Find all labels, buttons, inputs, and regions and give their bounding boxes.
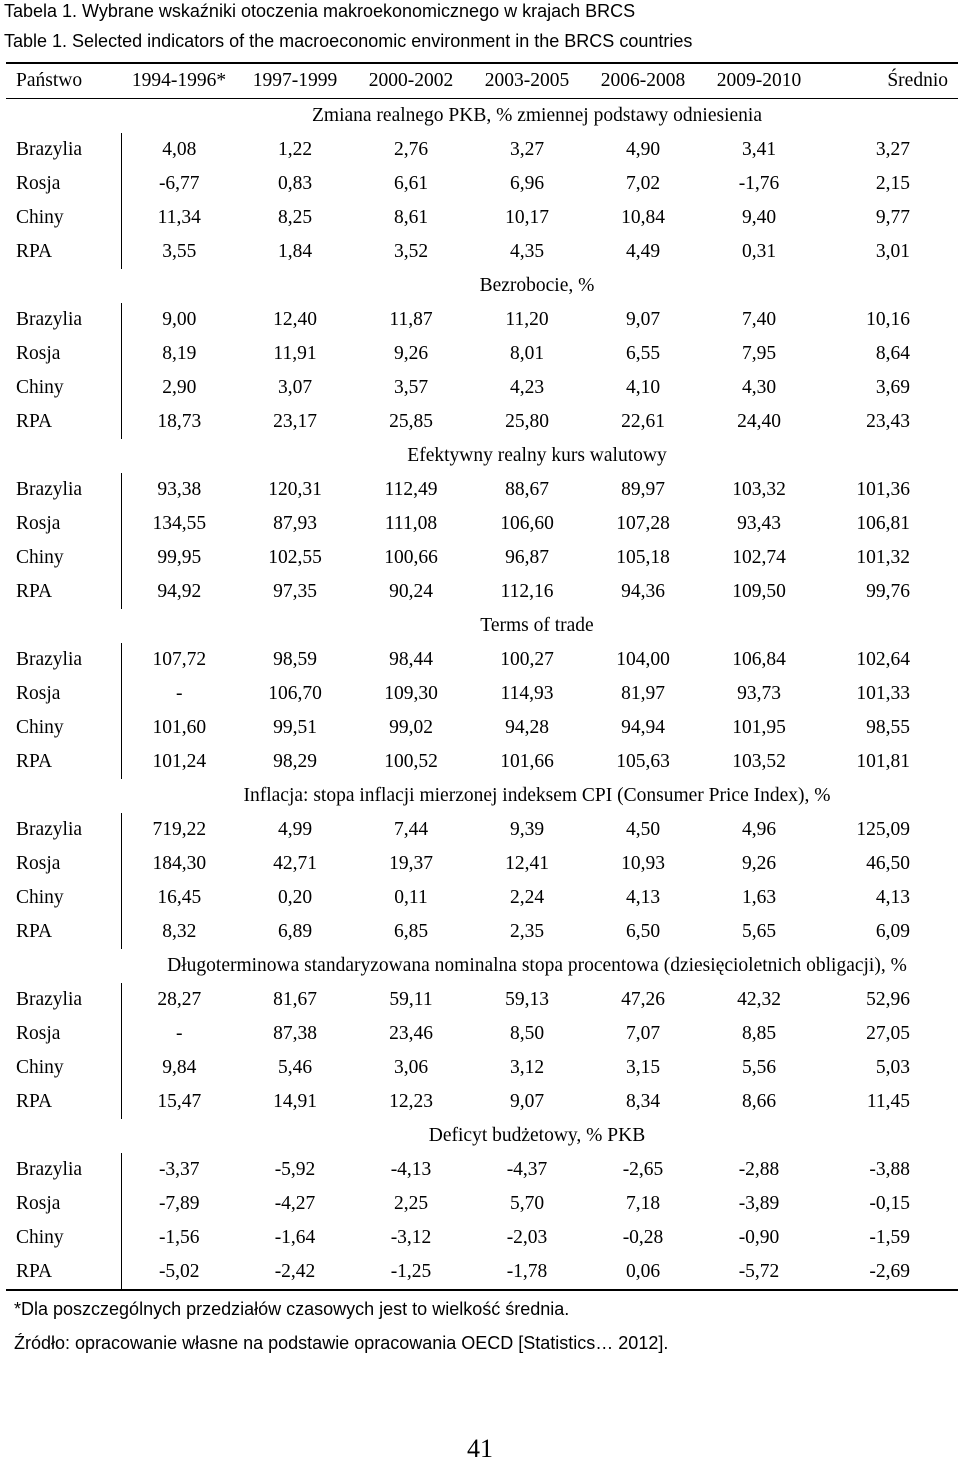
value-cell: 2,24	[509, 887, 545, 908]
country-name: Chiny	[6, 371, 121, 405]
country-name: Brazylia	[6, 303, 121, 337]
table-row	[6, 1187, 958, 1221]
value-cell: 7,07	[625, 1023, 661, 1044]
value-cell: 4,49	[625, 241, 661, 262]
country-name: Brazylia	[6, 1153, 121, 1187]
value-cell: 111,08	[384, 513, 438, 534]
average-cell: 11,45	[866, 1091, 910, 1112]
value-cell: 134,55	[152, 513, 207, 534]
value-cell: 184,30	[152, 853, 207, 874]
table-row	[6, 201, 958, 235]
value-cell: 42,32	[737, 989, 781, 1010]
section-title: Terms of trade	[480, 615, 594, 636]
section-title-row	[6, 609, 958, 643]
value-cell: 25,85	[389, 411, 433, 432]
value-cell: 8,19	[162, 343, 197, 364]
value-cell: -2,88	[738, 1159, 780, 1180]
value-cell: 101,95	[732, 717, 786, 738]
value-cell: 6,50	[625, 921, 661, 942]
table-row	[6, 167, 958, 201]
indicator-section	[6, 609, 958, 779]
average-cell: 2,15	[875, 173, 910, 194]
value-cell: 16,45	[157, 887, 202, 908]
value-cell: -4,13	[390, 1159, 432, 1180]
value-cell: 3,52	[393, 241, 429, 262]
value-cell: 0,20	[277, 887, 313, 908]
table-row	[6, 711, 958, 745]
country-name: Brazylia	[6, 133, 121, 167]
indicator-section	[6, 269, 958, 439]
value-cell: 11,87	[389, 309, 433, 330]
table-row	[6, 1085, 958, 1119]
average-cell: 101,36	[856, 479, 910, 500]
header-average: Średnio	[887, 70, 948, 91]
value-cell: 90,24	[389, 581, 433, 602]
value-cell: 8,32	[162, 921, 197, 942]
value-cell: -	[176, 683, 183, 704]
section-title: Efektywny realny kurs walutowy	[407, 445, 667, 466]
value-cell: 103,32	[732, 479, 786, 500]
value-cell: 6,96	[509, 173, 545, 194]
average-cell: -3,88	[869, 1159, 910, 1180]
value-cell: 96,87	[505, 547, 549, 568]
indicator-section	[6, 99, 958, 270]
average-cell: 6,09	[875, 921, 910, 942]
value-cell: 5,65	[741, 921, 777, 942]
value-cell: 93,43	[737, 513, 781, 534]
footnote: *Dla poszczególnych przedziałów czasowych jest to wielkość średnia.	[14, 1299, 570, 1319]
value-cell: -3,12	[390, 1227, 432, 1248]
value-cell: 102,74	[732, 547, 786, 568]
average-cell: 101,33	[856, 683, 910, 704]
table-row	[6, 677, 958, 711]
value-cell: 12,41	[505, 853, 549, 874]
source-note: Źródło: opracowanie własne na podstawie opracowania OECD [Statistics… 2012].	[14, 1333, 669, 1353]
value-cell: 22,61	[621, 411, 665, 432]
value-cell: 98,59	[273, 649, 317, 670]
average-cell: 46,50	[866, 853, 910, 874]
average-cell: 4,13	[875, 887, 910, 908]
table-row	[6, 507, 958, 541]
section-title-row	[6, 779, 958, 813]
value-cell: 23,46	[389, 1023, 433, 1044]
header-period: 2006-2008	[600, 70, 686, 91]
section-title: Bezrobocie, %	[479, 275, 595, 296]
section-title: Deficyt budżetowy, % PKB	[428, 1125, 646, 1146]
value-cell: 98,44	[389, 649, 433, 670]
value-cell: -4,37	[506, 1159, 548, 1180]
table-row	[6, 133, 958, 167]
average-cell: 99,76	[866, 581, 910, 602]
value-cell: 101,24	[152, 751, 207, 772]
value-cell: 6,85	[393, 921, 429, 942]
value-cell: -	[176, 1023, 183, 1044]
country-name: Rosja	[6, 847, 121, 881]
value-cell: 87,38	[273, 1023, 317, 1044]
value-cell: 98,29	[273, 751, 317, 772]
country-name: Chiny	[6, 541, 121, 575]
section-title-row	[6, 269, 958, 303]
value-cell: 7,44	[393, 819, 429, 840]
value-cell: -7,89	[158, 1193, 200, 1214]
value-cell: 81,97	[621, 683, 665, 704]
value-cell: -0,90	[738, 1227, 780, 1248]
value-cell: 103,52	[732, 751, 786, 772]
table-row	[6, 915, 958, 949]
value-cell: 93,38	[157, 479, 202, 500]
value-cell: 24,40	[737, 411, 781, 432]
value-cell: 1,22	[277, 139, 313, 160]
value-cell: 105,18	[616, 547, 670, 568]
table-row	[6, 881, 958, 915]
value-cell: 8,66	[741, 1091, 777, 1112]
value-cell: 719,22	[152, 819, 207, 840]
country-name: RPA	[6, 1085, 121, 1119]
value-cell: -2,65	[622, 1159, 664, 1180]
value-cell: -2,03	[506, 1227, 548, 1248]
table-row	[6, 1255, 958, 1290]
value-cell: 4,35	[509, 241, 545, 262]
value-cell: 4,10	[625, 377, 661, 398]
value-cell: 109,50	[732, 581, 786, 602]
value-cell: 106,84	[732, 649, 786, 670]
value-cell: 120,31	[268, 479, 322, 500]
value-cell: 8,34	[625, 1091, 661, 1112]
value-cell: 28,27	[157, 989, 202, 1010]
table-row	[6, 643, 958, 677]
value-cell: 2,35	[509, 921, 545, 942]
value-cell: 106,60	[500, 513, 554, 534]
value-cell: 94,28	[505, 717, 549, 738]
section-title-row	[6, 1119, 958, 1153]
country-name: RPA	[6, 915, 121, 949]
country-name: Chiny	[6, 1051, 121, 1085]
value-cell: 4,08	[162, 139, 197, 160]
value-cell: 97,35	[273, 581, 317, 602]
table-row	[6, 1221, 958, 1255]
header-period: 2003-2005	[484, 70, 570, 91]
value-cell: 8,50	[509, 1023, 545, 1044]
value-cell: 94,94	[621, 717, 665, 738]
value-cell: -1,78	[506, 1261, 548, 1282]
table-row	[6, 847, 958, 881]
table-row	[6, 303, 958, 337]
header-row	[6, 63, 958, 99]
value-cell: 81,67	[273, 989, 317, 1010]
header-period: 2000-2002	[368, 70, 454, 91]
header-period: 2009-2010	[716, 70, 802, 91]
average-cell: 3,01	[875, 241, 910, 262]
value-cell: 4,13	[625, 887, 661, 908]
value-cell: 4,90	[625, 139, 661, 160]
value-cell: 9,26	[393, 343, 429, 364]
table-row	[6, 745, 958, 779]
table-row	[6, 1051, 958, 1085]
average-cell: 3,69	[875, 377, 910, 398]
value-cell: -5,02	[158, 1261, 200, 1282]
value-cell: 11,34	[157, 207, 201, 228]
average-cell: 8,64	[875, 343, 910, 364]
value-cell: 8,25	[277, 207, 313, 228]
macroeconomic-indicators-table	[6, 62, 958, 1291]
value-cell: 99,51	[273, 717, 317, 738]
value-cell: 106,70	[268, 683, 322, 704]
country-name: RPA	[6, 575, 121, 609]
value-cell: 4,99	[277, 819, 313, 840]
value-cell: 12,40	[273, 309, 317, 330]
average-cell: 5,03	[875, 1057, 910, 1078]
value-cell: 7,18	[625, 1193, 661, 1214]
table-row	[6, 235, 958, 269]
header-country: Państwo	[16, 70, 83, 91]
value-cell: 99,02	[389, 717, 433, 738]
header-period: 1997-1999	[252, 70, 338, 91]
value-cell: 101,60	[152, 717, 207, 738]
value-cell: 7,40	[741, 309, 777, 330]
country-name: Chiny	[6, 1221, 121, 1255]
country-name: Rosja	[6, 1017, 121, 1051]
table-row	[6, 371, 958, 405]
value-cell: 93,73	[737, 683, 781, 704]
indicator-section	[6, 1119, 958, 1290]
average-cell: 9,77	[875, 207, 910, 228]
value-cell: -1,64	[274, 1227, 316, 1248]
table-row	[6, 813, 958, 847]
value-cell: 3,27	[509, 139, 545, 160]
section-title-row	[6, 439, 958, 473]
value-cell: 23,17	[273, 411, 317, 432]
value-cell: 11,91	[273, 343, 317, 364]
header-period: 1994-1996*	[131, 70, 227, 91]
value-cell: 3,41	[741, 139, 777, 160]
value-cell: 102,55	[268, 547, 322, 568]
value-cell: 2,25	[393, 1193, 429, 1214]
value-cell: 109,30	[384, 683, 438, 704]
value-cell: 7,02	[625, 173, 661, 194]
average-cell: -2,69	[869, 1261, 910, 1282]
table-row	[6, 1017, 958, 1051]
value-cell: 12,23	[389, 1091, 433, 1112]
value-cell: 99,95	[157, 547, 202, 568]
value-cell: 9,07	[509, 1091, 545, 1112]
average-cell: 101,32	[856, 547, 910, 568]
value-cell: 59,11	[389, 989, 433, 1010]
value-cell: 11,20	[505, 309, 549, 330]
value-cell: 0,83	[277, 173, 313, 194]
value-cell: 9,84	[162, 1057, 197, 1078]
value-cell: 1,63	[741, 887, 777, 908]
country-name: Chiny	[6, 881, 121, 915]
table-row	[6, 337, 958, 371]
value-cell: 6,61	[393, 173, 429, 194]
average-cell: -1,59	[869, 1227, 910, 1248]
value-cell: 7,95	[741, 343, 777, 364]
value-cell: 10,84	[621, 207, 665, 228]
value-cell: 0,11	[394, 887, 428, 908]
value-cell: 9,39	[509, 819, 545, 840]
table-row	[6, 1153, 958, 1187]
value-cell: 100,27	[500, 649, 554, 670]
average-cell: 27,05	[866, 1023, 910, 1044]
value-cell: 5,46	[277, 1057, 313, 1078]
country-name: RPA	[6, 235, 121, 269]
value-cell: 3,57	[393, 377, 429, 398]
value-cell: 2,90	[162, 377, 197, 398]
country-name: RPA	[6, 405, 121, 439]
value-cell: -0,28	[622, 1227, 664, 1248]
table-row	[6, 405, 958, 439]
average-cell: 106,81	[856, 513, 910, 534]
value-cell: 5,56	[741, 1057, 777, 1078]
table-row	[6, 575, 958, 609]
country-name: Brazylia	[6, 983, 121, 1017]
value-cell: 114,93	[500, 683, 554, 704]
country-name: Rosja	[6, 337, 121, 371]
value-cell: 18,73	[157, 411, 202, 432]
table-caption-english: Table 1. Selected indicators of the macroeconomic environment in the BRCS countries	[4, 31, 693, 51]
value-cell: 4,23	[509, 377, 545, 398]
page-number: 41	[467, 1434, 493, 1463]
value-cell: 3,06	[393, 1057, 429, 1078]
section-title-row	[6, 99, 958, 134]
value-cell: 3,55	[162, 241, 197, 262]
value-cell: -2,42	[274, 1261, 316, 1282]
average-cell: 3,27	[875, 139, 910, 160]
country-name: Brazylia	[6, 813, 121, 847]
average-cell: 98,55	[866, 717, 910, 738]
value-cell: 5,70	[509, 1193, 545, 1214]
value-cell: 1,84	[277, 241, 313, 262]
table-row	[6, 473, 958, 507]
value-cell: 107,72	[152, 649, 207, 670]
section-title-row	[6, 949, 958, 983]
value-cell: 100,52	[384, 751, 438, 772]
country-name: Chiny	[6, 711, 121, 745]
value-cell: 89,97	[621, 479, 665, 500]
value-cell: 9,26	[741, 853, 777, 874]
country-name: RPA	[6, 1255, 121, 1290]
value-cell: 6,89	[277, 921, 313, 942]
value-cell: 88,67	[505, 479, 549, 500]
section-title: Zmiana realnego PKB, % zmiennej podstawy odniesienia	[311, 105, 762, 126]
value-cell: 4,50	[625, 819, 661, 840]
indicator-section	[6, 779, 958, 949]
average-cell: 23,43	[866, 411, 910, 432]
table-caption-polish: Tabela 1. Wybrane wskaźniki otoczenia makroekonomicznego w krajach BRCS	[4, 1, 636, 21]
value-cell: 4,96	[741, 819, 777, 840]
value-cell: -3,37	[158, 1159, 200, 1180]
country-name: Brazylia	[6, 643, 121, 677]
value-cell: 3,12	[509, 1057, 545, 1078]
value-cell: 94,92	[157, 581, 202, 602]
country-name: Rosja	[6, 167, 121, 201]
value-cell: 4,30	[741, 377, 777, 398]
value-cell: 105,63	[616, 751, 670, 772]
value-cell: 112,16	[500, 581, 554, 602]
average-cell: 10,16	[866, 309, 910, 330]
value-cell: 19,37	[389, 853, 433, 874]
value-cell: 10,17	[505, 207, 549, 228]
country-name: RPA	[6, 745, 121, 779]
value-cell: 112,49	[384, 479, 438, 500]
value-cell: -1,76	[738, 173, 780, 194]
value-cell: 0,31	[741, 241, 777, 262]
value-cell: 6,55	[625, 343, 661, 364]
value-cell: 0,06	[625, 1261, 661, 1282]
value-cell: -5,72	[738, 1261, 780, 1282]
value-cell: -3,89	[738, 1193, 780, 1214]
average-cell: 52,96	[866, 989, 910, 1010]
value-cell: 104,00	[616, 649, 670, 670]
value-cell: 100,66	[384, 547, 438, 568]
value-cell: 107,28	[616, 513, 670, 534]
country-name: Chiny	[6, 201, 121, 235]
value-cell: 9,07	[625, 309, 661, 330]
average-cell: 125,09	[856, 819, 910, 840]
value-cell: 9,40	[741, 207, 777, 228]
value-cell: 42,71	[273, 853, 317, 874]
value-cell: 94,36	[621, 581, 665, 602]
value-cell: 9,00	[162, 309, 197, 330]
value-cell: 8,85	[741, 1023, 777, 1044]
indicator-section	[6, 949, 958, 1119]
value-cell: 25,80	[505, 411, 549, 432]
value-cell: -1,25	[390, 1261, 432, 1282]
value-cell: 8,01	[509, 343, 545, 364]
value-cell: 14,91	[273, 1091, 317, 1112]
average-cell: -0,15	[869, 1193, 910, 1214]
value-cell: 3,07	[277, 377, 313, 398]
value-cell: -5,92	[274, 1159, 316, 1180]
country-name: Rosja	[6, 507, 121, 541]
value-cell: 8,61	[393, 207, 429, 228]
country-name: Rosja	[6, 1187, 121, 1221]
value-cell: 3,15	[625, 1057, 661, 1078]
country-name: Brazylia	[6, 473, 121, 507]
section-title: Inflacja: stopa inflacji mierzonej indeksem CPI (Consumer Price Index), %	[243, 785, 831, 806]
value-cell: -6,77	[158, 173, 200, 194]
section-title: Długoterminowa standaryzowana nominalna stopa procentowa (dziesięcioletnich obligacji), %	[167, 955, 907, 976]
value-cell: -4,27	[274, 1193, 316, 1214]
value-cell: 87,93	[273, 513, 317, 534]
table-row	[6, 983, 958, 1017]
value-cell: -1,56	[158, 1227, 200, 1248]
value-cell: 15,47	[157, 1091, 202, 1112]
table-row	[6, 541, 958, 575]
average-cell: 101,81	[856, 751, 910, 772]
value-cell: 101,66	[500, 751, 554, 772]
value-cell: 2,76	[393, 139, 429, 160]
value-cell: 59,13	[505, 989, 549, 1010]
average-cell: 102,64	[856, 649, 910, 670]
value-cell: 10,93	[621, 853, 665, 874]
indicator-section	[6, 439, 958, 609]
value-cell: 47,26	[621, 989, 665, 1010]
country-name: Rosja	[6, 677, 121, 711]
